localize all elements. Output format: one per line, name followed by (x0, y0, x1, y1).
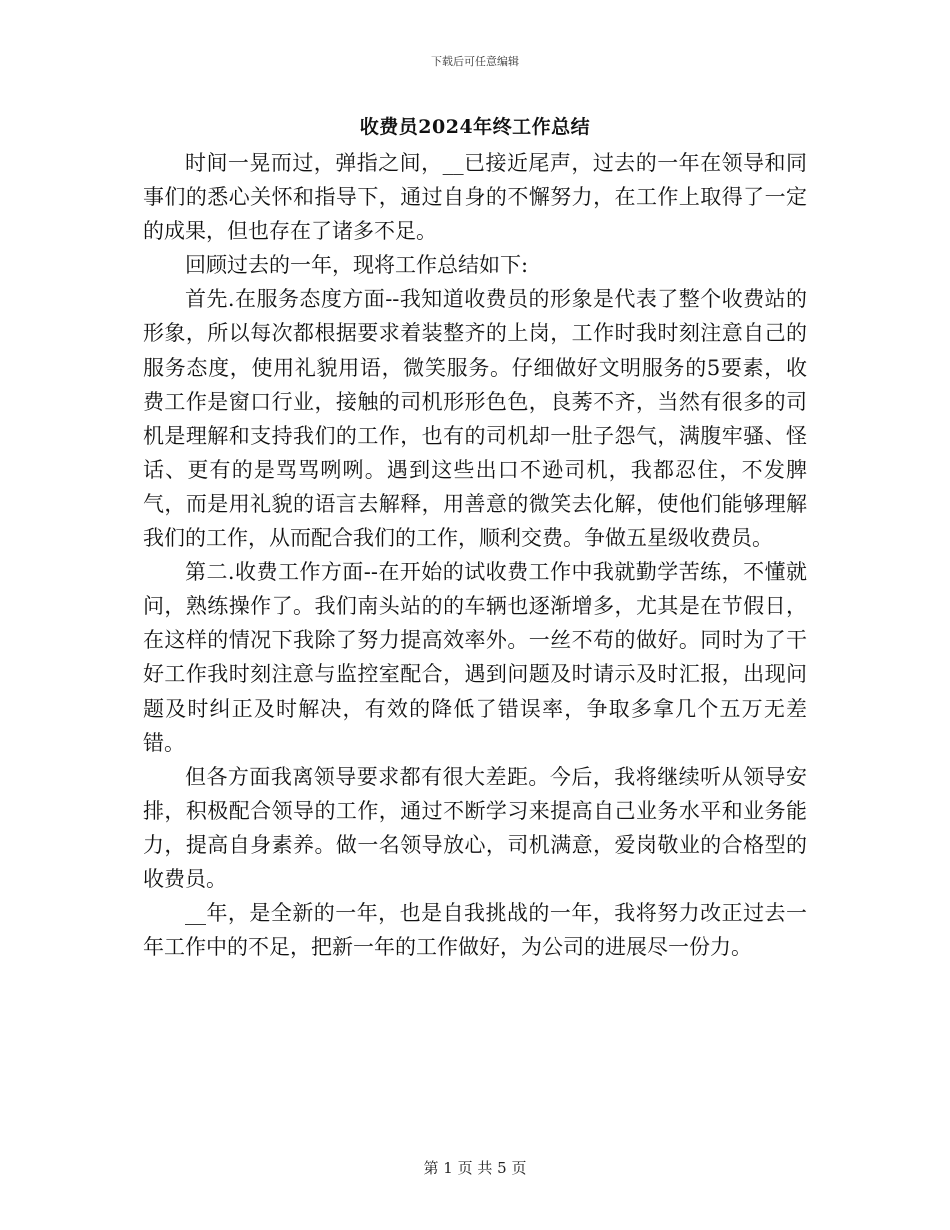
paragraph-toll-work: 第二.收费工作方面--在开始的试收费工作中我就勤学苦练，不懂就问，熟练操作了。我们南头站的的车辆也逐渐增多，尤其是在节假日，在这样的情况下我除了努力提高效率外。一丝不苟的做好。同时为了干好工作我时刻注意与监控室配合，遇到问题及时请示及时汇报，出现问题及时纠正及时解决，有效的降低了错误率，争取多拿几个五万无差错。 (143, 560, 807, 755)
paragraph-service-attitude: 首先.在服务态度方面--我知道收费员的形象是代表了整个收费站的形象，所以每次都根据要求着装整齐的上岗，工作时我时刻注意自己的服务态度，使用礼貌用语，微笑服务。仔细做好文明服务的5要素，收费工作是窗口行业，接触的司机形形色色，良莠不齐，当然有很多的司机是理解和支持我们的工作，也有的司机却一肚子怨气，满腹牢骚、怪话、更有的是骂骂咧咧。遇到这些出口不逊司机，我都忍住，不发脾气，而是用礼貌的语言去解释，用善意的微笑去化解，使他们能够理解我们的工作，从而配合我们的工作，顺利交费。争做五星级收费员。 (143, 287, 807, 551)
document-body (143, 146, 807, 964)
paragraph-outlook: __年，是全新的一年，也是自我挑战的一年，我将努力改正过去一年工作中的不足，把新一年的工作做好，为公司的进展尽一份力。 (143, 901, 807, 960)
page-number-footer: 第 1 页 共 5 页 (423, 1159, 527, 1177)
paragraph-review: 回顾过去的一年，现将工作总结如下: (185, 253, 529, 278)
paragraph-shortcomings: 但各方面我离领导要求都有很大差距。今后，我将继续听从领导安排，积极配合领导的工作，通过不断学习来提高自己业务水平和业务能力，提高自身素养。做一名领导放心，司机满意，爱岗敬业的合格型的收费员。 (143, 764, 807, 891)
paragraph-intro: 时间一晃而过，弹指之间，__已接近尾声，过去的一年在领导和同事们的悉心关怀和指导下，通过自身的不懈努力，在工作上取得了一定的成果，但也存在了诸多不足。 (143, 151, 807, 244)
document-title: 收费员2024年终工作总结 (359, 116, 591, 138)
page-header-note: 下载后可任意编辑 (431, 55, 519, 68)
